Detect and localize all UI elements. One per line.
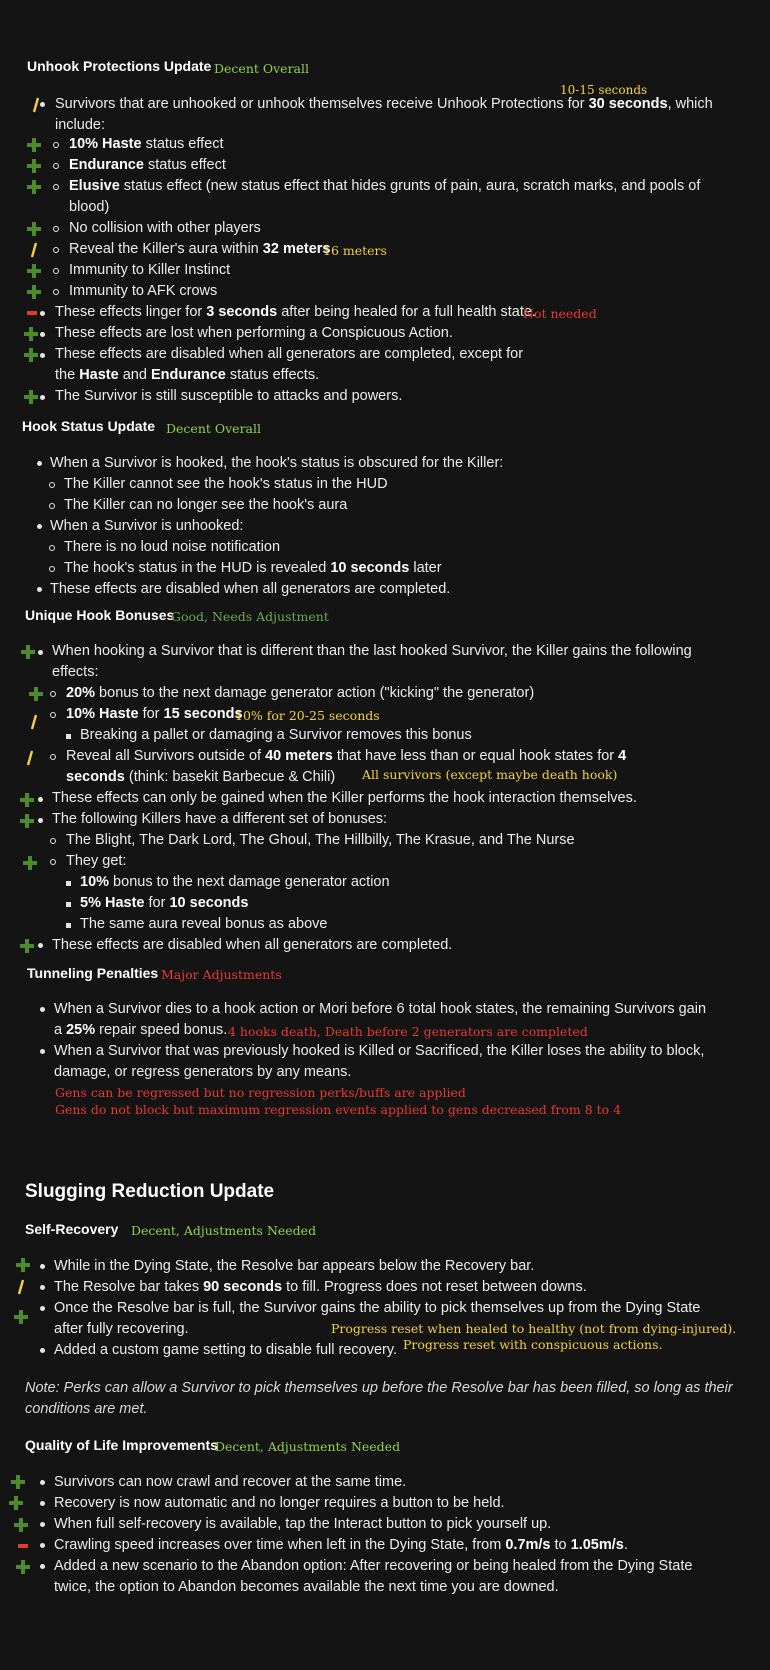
list-item: Immunity to Killer Instinct bbox=[69, 262, 231, 278]
bullet-icon bbox=[40, 395, 45, 400]
annotation-note: 4 hooks death, Death before 2 generators are completed bbox=[228, 1024, 588, 1039]
adjust-slash-icon bbox=[26, 714, 42, 730]
bullet-icon bbox=[53, 226, 59, 232]
list-item: When a Survivor is unhooked: bbox=[50, 518, 244, 534]
bullet-icon bbox=[49, 482, 55, 488]
bullet-icon bbox=[53, 268, 59, 274]
bullet-icon bbox=[40, 311, 45, 316]
bullet-icon bbox=[50, 691, 56, 697]
list-item: 10% Haste for 15 seconds bbox=[66, 706, 243, 722]
note-text: conditions are met. bbox=[25, 1401, 148, 1417]
approve-plus-icon bbox=[23, 326, 39, 342]
adjust-slash-icon bbox=[13, 1279, 29, 1295]
annotation-note: Not needed bbox=[523, 306, 597, 321]
bullet-icon bbox=[40, 1285, 45, 1290]
annotation-note: Gens do not block but maximum regression events applied to gens decreased from 8 to 4 bbox=[55, 1102, 622, 1117]
bullet-icon bbox=[40, 1564, 45, 1569]
bullet-icon bbox=[38, 650, 43, 655]
approve-plus-icon bbox=[22, 855, 38, 871]
bullet-icon bbox=[40, 1007, 45, 1012]
bullet-icon bbox=[40, 1480, 45, 1485]
list-item: The Killer can no longer see the hook's aura bbox=[64, 497, 348, 513]
approve-plus-icon bbox=[10, 1474, 26, 1490]
list-item: Once the Resolve bar is full, the Survivor gains the ability to pick themselves up from the Dying State bbox=[54, 1300, 701, 1316]
rating-annotation: Major Adjustments bbox=[161, 967, 282, 982]
list-item: 10% Haste status effect bbox=[69, 136, 224, 152]
list-item: There is no loud noise notification bbox=[64, 539, 281, 555]
list-item: They get: bbox=[66, 853, 127, 869]
page-heading-slugging-reduction: Slugging Reduction Update bbox=[25, 1181, 275, 1202]
section-title-unhook-protections: Unhook Protections Update bbox=[27, 58, 212, 74]
approve-plus-icon bbox=[28, 686, 44, 702]
section-title-self-recovery: Self-Recovery bbox=[25, 1221, 119, 1237]
bullet-icon bbox=[40, 1522, 45, 1527]
approve-plus-icon bbox=[26, 221, 42, 237]
annotation-note: Gens can be regressed but no regression perks/buffs are applied bbox=[55, 1085, 466, 1100]
annotation-note: 16 meters bbox=[323, 243, 387, 258]
annotation-note: All survivors (except maybe death hook) bbox=[362, 767, 618, 782]
list-item-continuation: seconds (think: basekit Barbecue & Chili) bbox=[66, 769, 336, 785]
list-item-continuation: effects: bbox=[52, 664, 99, 680]
list-item: Breaking a pallet or damaging a Survivor removes this bonus bbox=[80, 727, 472, 743]
list-item: When a Survivor that was previously hooked is Killed or Sacrificed, the Killer loses the ability to block, bbox=[54, 1043, 705, 1059]
approve-plus-icon bbox=[23, 389, 39, 405]
bullet-icon bbox=[53, 142, 59, 148]
bullet-icon bbox=[50, 859, 56, 865]
approve-plus-icon bbox=[13, 1517, 29, 1533]
list-item: Survivors that are unhooked or unhook themselves receive Unhook Protections for 30 seconds, which bbox=[55, 96, 713, 112]
approve-plus-icon bbox=[26, 179, 42, 195]
list-item-continuation: damage, or regress generators by any means. bbox=[54, 1064, 352, 1080]
bullet-icon bbox=[40, 332, 45, 337]
bullet-icon bbox=[40, 102, 45, 107]
list-item: These effects are lost when performing a Conspicuous Action. bbox=[55, 325, 453, 341]
annotation-note: 10-15 seconds bbox=[560, 83, 648, 97]
list-item: The Survivor is still susceptible to attacks and powers. bbox=[55, 388, 403, 404]
bullet-icon bbox=[53, 163, 59, 169]
approve-plus-icon bbox=[26, 137, 42, 153]
bullet-icon bbox=[66, 734, 71, 739]
list-item: No collision with other players bbox=[69, 220, 261, 236]
bullet-icon bbox=[50, 712, 56, 718]
list-item: These effects are disabled when all generators are completed, except for bbox=[55, 346, 524, 362]
list-item: 20% bonus to the next damage generator action ("kicking" the generator) bbox=[66, 685, 535, 701]
adjust-slash-icon bbox=[26, 242, 42, 258]
section-title-unique-hook-bonuses: Unique Hook Bonuses bbox=[25, 607, 175, 623]
list-item: The Blight, The Dark Lord, The Ghoul, The Hillbilly, The Krasue, and The Nurse bbox=[66, 832, 575, 848]
list-item: The same aura reveal bonus as above bbox=[80, 916, 328, 932]
annotation-note: Progress reset with conspicuous actions. bbox=[403, 1337, 663, 1352]
bullet-icon bbox=[66, 923, 71, 928]
bullet-icon bbox=[37, 587, 42, 592]
list-item: While in the Dying State, the Resolve bar appears below the Recovery bar. bbox=[54, 1258, 535, 1274]
list-item: These effects linger for 3 seconds after being healed for a full health state. bbox=[55, 304, 536, 320]
bullet-icon bbox=[37, 461, 42, 466]
bullet-icon bbox=[53, 247, 59, 253]
bullet-icon bbox=[38, 797, 43, 802]
list-item: Recovery is now automatic and no longer requires a button to be held. bbox=[54, 1495, 505, 1511]
bullet-icon bbox=[38, 818, 43, 823]
list-item-continuation: blood) bbox=[69, 199, 110, 215]
bullet-icon bbox=[49, 566, 55, 572]
rating-annotation: Decent Overall bbox=[214, 61, 309, 76]
bullet-icon bbox=[53, 289, 59, 295]
list-item: The Resolve bar takes 90 seconds to fill. Progress does not reset between downs. bbox=[54, 1279, 587, 1295]
rating-annotation: Decent, Adjustments Needed bbox=[215, 1439, 401, 1454]
list-item: Crawling speed increases over time when left in the Dying State, from 0.7m/s to 1.05m/s. bbox=[54, 1537, 628, 1553]
approve-plus-icon bbox=[26, 284, 42, 300]
bullet-icon bbox=[49, 545, 55, 551]
approve-plus-icon bbox=[19, 792, 35, 808]
list-item: Reveal the Killer's aura within 32 meters bbox=[69, 241, 331, 257]
rating-annotation: Good, Needs Adjustment bbox=[171, 609, 329, 624]
list-item: Survivors can now crawl and recover at the same time. bbox=[54, 1474, 407, 1490]
bullet-icon bbox=[53, 184, 59, 190]
list-item-continuation: the Haste and Endurance status effects. bbox=[55, 367, 320, 383]
section-title-quality-of-life: Quality of Life Improvements bbox=[25, 1437, 218, 1453]
list-item: When a Survivor is hooked, the hook's status is obscured for the Killer: bbox=[50, 455, 504, 471]
list-item: When a Survivor dies to a hook action or Mori before 6 total hook states, the remaining Survivors gain bbox=[54, 1001, 707, 1017]
approve-plus-icon bbox=[20, 644, 36, 660]
approve-plus-icon bbox=[26, 158, 42, 174]
list-item: These effects are disabled when all generators are completed. bbox=[50, 581, 451, 597]
reject-minus-icon bbox=[24, 305, 40, 321]
bullet-icon bbox=[40, 1264, 45, 1269]
approve-plus-icon bbox=[19, 938, 35, 954]
list-item: These effects can only be gained when the Killer performs the hook interaction themselves. bbox=[52, 790, 637, 806]
list-item: The Killer cannot see the hook's status in the HUD bbox=[64, 476, 388, 492]
bullet-icon bbox=[40, 1306, 45, 1311]
list-item: Added a new scenario to the Abandon option: After recovering or being healed from the Dying State bbox=[54, 1558, 693, 1574]
bullet-icon bbox=[66, 902, 71, 907]
approve-plus-icon bbox=[15, 1559, 31, 1575]
list-item: Reveal all Survivors outside of 40 meters that have less than or equal hook states for 4 bbox=[66, 748, 627, 764]
approve-plus-icon bbox=[13, 1309, 29, 1325]
list-item: Elusive status effect (new status effect that hides grunts of pain, aura, scratch marks, and pools of bbox=[69, 178, 701, 194]
bullet-icon bbox=[49, 503, 55, 509]
annotation-note: 10% for 20-25 seconds bbox=[235, 708, 380, 723]
list-item: Endurance status effect bbox=[69, 157, 226, 173]
approve-plus-icon bbox=[23, 347, 39, 363]
list-item-continuation: after fully recovering. bbox=[54, 1321, 189, 1337]
bullet-icon bbox=[40, 1348, 45, 1353]
list-item-continuation: include: bbox=[55, 117, 105, 133]
list-item: The following Killers have a different set of bonuses: bbox=[52, 811, 388, 827]
list-item: 5% Haste for 10 seconds bbox=[80, 895, 249, 911]
list-item: When full self-recovery is available, tap the Interact button to pick yourself up. bbox=[54, 1516, 552, 1532]
rating-annotation: Decent Overall bbox=[166, 421, 261, 436]
list-item-continuation: a 25% repair speed bonus. bbox=[54, 1022, 228, 1038]
reject-minus-icon bbox=[15, 1538, 31, 1554]
bullet-icon bbox=[66, 881, 71, 886]
approve-plus-icon bbox=[8, 1495, 24, 1511]
bullet-icon bbox=[50, 754, 56, 760]
bullet-icon bbox=[38, 943, 43, 948]
list-item-continuation: twice, the option to Abandon becomes available the next time you are downed. bbox=[54, 1579, 559, 1595]
bullet-icon bbox=[40, 1501, 45, 1506]
approve-plus-icon bbox=[19, 813, 35, 829]
approve-plus-icon bbox=[15, 1257, 31, 1273]
bullet-icon bbox=[40, 1049, 45, 1054]
bullet-icon bbox=[40, 1543, 45, 1548]
list-item: Immunity to AFK crows bbox=[69, 283, 218, 299]
note-text: Note: Perks can allow a Survivor to pick themselves up before the Resolve bar has been filled, so long as their bbox=[25, 1380, 733, 1396]
adjust-slash-icon bbox=[22, 750, 38, 766]
bullet-icon bbox=[37, 524, 42, 529]
list-item: 10% bonus to the next damage generator action bbox=[80, 874, 390, 890]
annotation-note: Progress reset when healed to healthy (not from dying-injured). bbox=[331, 1321, 737, 1336]
list-item: These effects are disabled when all generators are completed. bbox=[52, 937, 453, 953]
section-title-hook-status: Hook Status Update bbox=[22, 418, 156, 434]
list-item: The hook's status in the HUD is revealed 10 seconds later bbox=[64, 560, 442, 576]
approve-plus-icon bbox=[26, 263, 42, 279]
list-item: When hooking a Survivor that is different than the last hooked Survivor, the Killer gains the following bbox=[52, 643, 692, 659]
list-item: Added a custom game setting to disable full recovery. bbox=[54, 1342, 398, 1358]
bullet-icon bbox=[50, 838, 56, 844]
section-title-tunneling-penalties: Tunneling Penalties bbox=[27, 965, 159, 981]
bullet-icon bbox=[40, 353, 45, 358]
rating-annotation: Decent, Adjustments Needed bbox=[131, 1223, 317, 1238]
